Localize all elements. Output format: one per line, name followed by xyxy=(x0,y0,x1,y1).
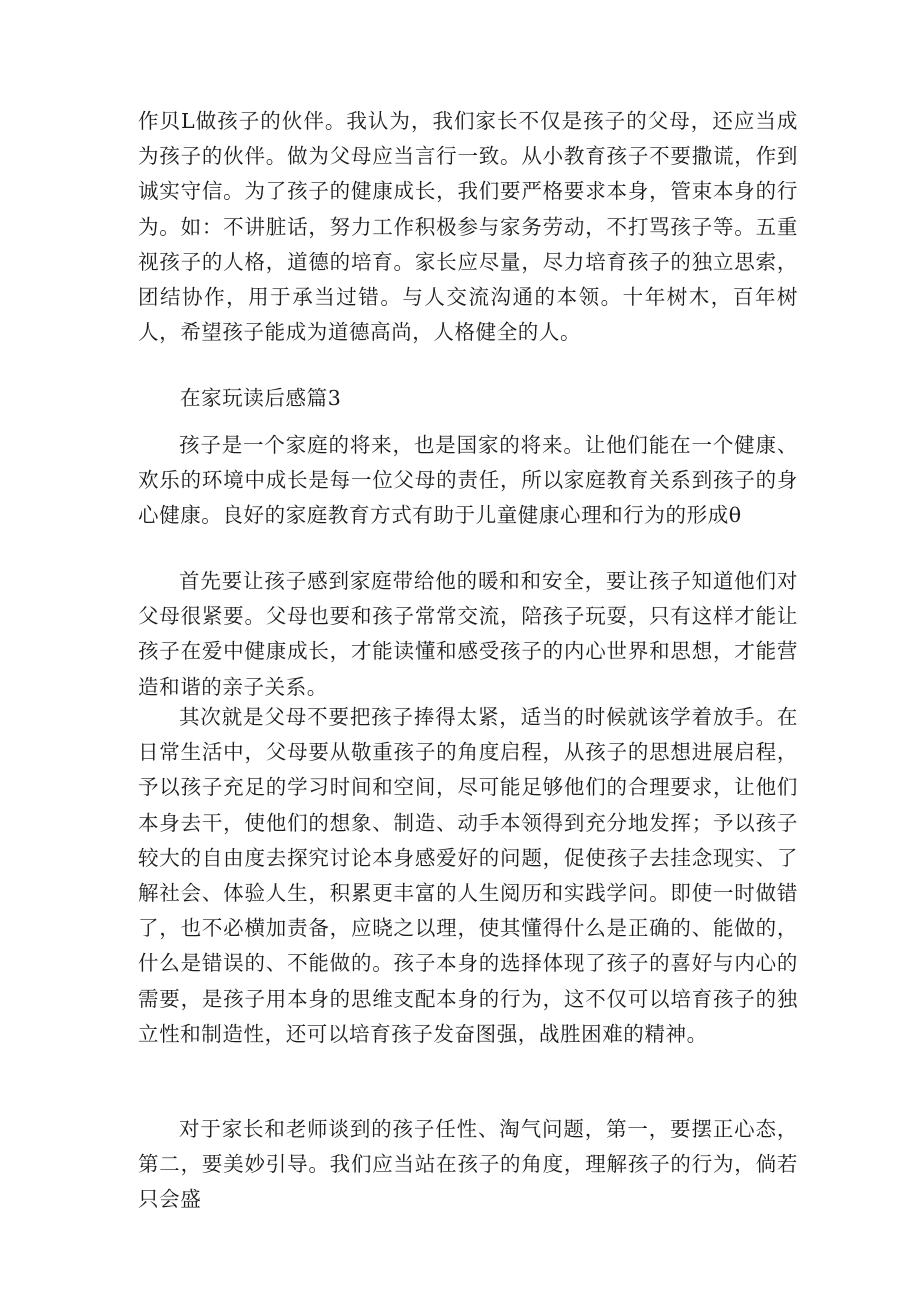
paragraph-continuation: 作贝L做孩子的伙伴。我认为，我们家长不仅是孩子的父母，还应当成为孩子的伙伴。做为父母应当言行一致。从小教育孩子不要撒谎，作到诚实守信。为了孩子的健康成长，我们要严格要求本身，管束本身的行为。如：不讲脏话，努力工作积极参与家务劳动，不打骂孩子等。五重视孩子的人格，道德的培育。家长应尽量，尽力培育孩子的独立思索，团结协作，用于承当过错。与人交流沟通的本领。十年树木，百年树人，希望孩子能成为道德高尚，人格健全的人。 xyxy=(138,109,798,345)
paragraph-2: 首先要让孩子感到家庭带给他的暖和和安全，要让孩子知道他们对父母很紧要。父母也要和孩子常常交流，陪孩子玩耍，只有这样才能让孩子在爱中健康成长，才能读懂和感受孩子的内心世界和思想，才能营造和谐的亲子关系。 xyxy=(138,569,798,699)
section-heading: 在家玩读后感篇3 xyxy=(180,386,342,410)
paragraph-3: 其次就是父母不要把孩子捧得太紧，适当的时候就该学着放手。在日常生活中，父母要从敬重孩子的角度启程，从孩子的思想进展启程，予以孩子充足的学习时间和空间，尽可能足够他们的合理要求，让他们本身去干，使他们的想象、制造、动手本领得到充分地发挥；予以孩子较大的自由度去探究讨论本身感爱好的问题，促使孩子去挂念现实、了解社会、体验人生，积累更丰富的人生阅历和实践学问。即使一时做错了，也不必横加责备，应晓之以理，使其懂得什么是正确的、能做的，什么是错误的、不能做的。孩子本身的选择体现了孩子的喜好与内心的需要，是孩子用本身的思维支配本身的行为，这不仅可以培育孩子的独立性和制造性，还可以培育孩子发奋图强，战胜困难的精神。 xyxy=(138,705,798,1046)
paragraph-4: 对于家长和老师谈到的孩子任性、淘气问题，第一，要摆正心态，第二，要美妙引导。我们应当站在孩子的角度，理解孩子的行为，倘若只会盛 xyxy=(138,1117,798,1212)
paragraph-1: 孩子是一个家庭的将来，也是国家的将来。让他们能在一个健康、欢乐的环境中成长是每一位父母的责任，所以家庭教育关系到孩子的身心健康。良好的家庭教育方式有助于儿童健康心理和行为的形成θ xyxy=(138,433,798,528)
